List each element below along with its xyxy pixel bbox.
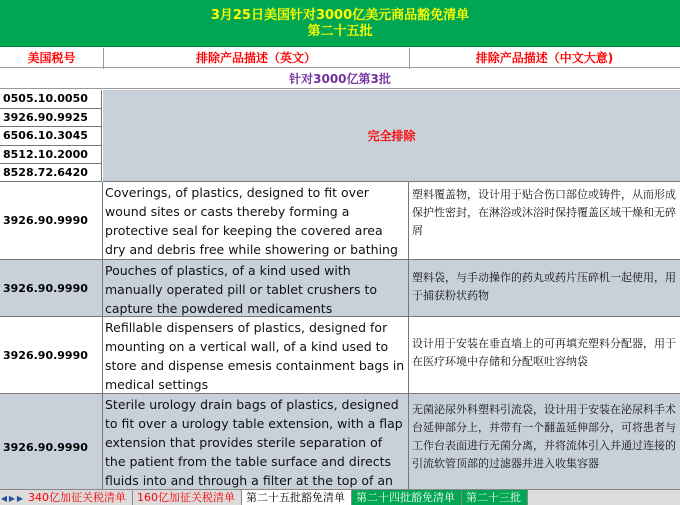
row-code[interactable]: 3926.90.9990	[0, 317, 103, 393]
row-desc-cn[interactable]: 设计用于安装在垂直墙上的可再填充塑料分配器，用于在医疗环境中存储和分配呕吐容纳袋	[412, 337, 676, 368]
tab-nav-first-icon[interactable]: ◀	[0, 494, 8, 503]
row-desc-en[interactable]: Coverings, of plastics, designed to fit over wound sites or casts thereby forming a protective seal for keeping the covered area dry and debris free while showering or bathing	[103, 182, 409, 259]
grid-line	[103, 48, 104, 69]
row-desc-cn[interactable]: 无菌泌尿外科塑料引流袋，设计用于安装在泌尿科手术台延伸部分上，并带有一个翻盖延伸部分，可将患者与工作台表面进行无菌分离，并将流体引入并通过连接的引流软管顶部的过滤器并进入收集容器	[412, 403, 676, 470]
title-line-1: 3月25日美国针对3000亿美元商品豁免清单	[210, 8, 470, 23]
full-exclusion-code[interactable]: 3926.90.9925	[0, 109, 102, 127]
row-desc-en[interactable]: Refillable dispensers of plastics, designed for mounting on a vertical wall, of a kind used to store and dispense emesis containment bags in medical settings	[103, 317, 409, 393]
full-exclusion-cell[interactable]	[103, 90, 680, 182]
sheet-title	[0, 0, 680, 47]
table-row[interactable]	[0, 394, 680, 489]
header-code[interactable]: 美国税号	[0, 48, 103, 68]
table-row[interactable]	[0, 317, 680, 394]
row-code[interactable]: 3926.90.9990	[0, 260, 103, 316]
table-row[interactable]	[0, 182, 680, 260]
tab-nav-next-icon[interactable]: ▶	[16, 494, 24, 503]
row-code[interactable]: 3926.90.9990	[0, 394, 103, 489]
header-desc-cn[interactable]: 排除产品描述（中文大意)	[409, 48, 680, 68]
row-desc-cn[interactable]: 塑料袋，与手动操作的药丸或药片压碎机一起使用，用于捕获粉状药物	[412, 271, 676, 302]
sheet-tab-24[interactable]: 第二十四批豁免清单	[352, 490, 462, 505]
sheet-tab-25[interactable]: 第二十五批豁免清单	[242, 490, 352, 505]
full-exclusion-code[interactable]: 0505.10.0050	[0, 90, 102, 109]
full-exclusion-code[interactable]: 8512.10.2000	[0, 146, 102, 164]
tab-nav-prev-icon[interactable]: ▶	[8, 494, 16, 503]
row-code[interactable]: 3926.90.9990	[0, 182, 103, 259]
full-exclusion-label: 完全排除	[367, 129, 416, 143]
full-exclusion-code[interactable]: 8528.72.6420	[0, 164, 102, 182]
sheet-tab-bar	[0, 489, 680, 505]
row-desc-cn[interactable]: 塑料覆盖物，设计用于贴合伤口部位或铸件，从而形成保护性密封，在淋浴或沐浴时保持覆盖区域干燥和无碎屑	[412, 188, 676, 237]
grid-line	[409, 48, 410, 69]
full-exclusion-code[interactable]: 6506.10.3045	[0, 127, 102, 146]
header-desc-en[interactable]: 排除产品描述（英文）	[103, 48, 409, 68]
sheet-tab-160[interactable]: 160亿加征关税清单	[133, 490, 242, 505]
row-desc-en[interactable]: Pouches of plastics, of a kind used with manually operated pill or tablet crushers to capture the powdered medicaments	[103, 260, 409, 316]
table-row[interactable]	[0, 260, 680, 317]
batch-label[interactable]: 针对3000亿第3批	[0, 69, 680, 89]
row-desc-en[interactable]: Sterile urology drain bags of plastics, designed to fit over a urology table extension, with a flap extension that provides sterile separation of the patient from the table surface and directs fluids into and through a filter at the top of an	[103, 394, 409, 489]
sheet-tab-23[interactable]: 第二十三批	[462, 490, 528, 505]
title-line-2: 第二十五批	[307, 24, 373, 39]
sheet-tab-340[interactable]: 340亿加征关税清单	[24, 490, 133, 505]
